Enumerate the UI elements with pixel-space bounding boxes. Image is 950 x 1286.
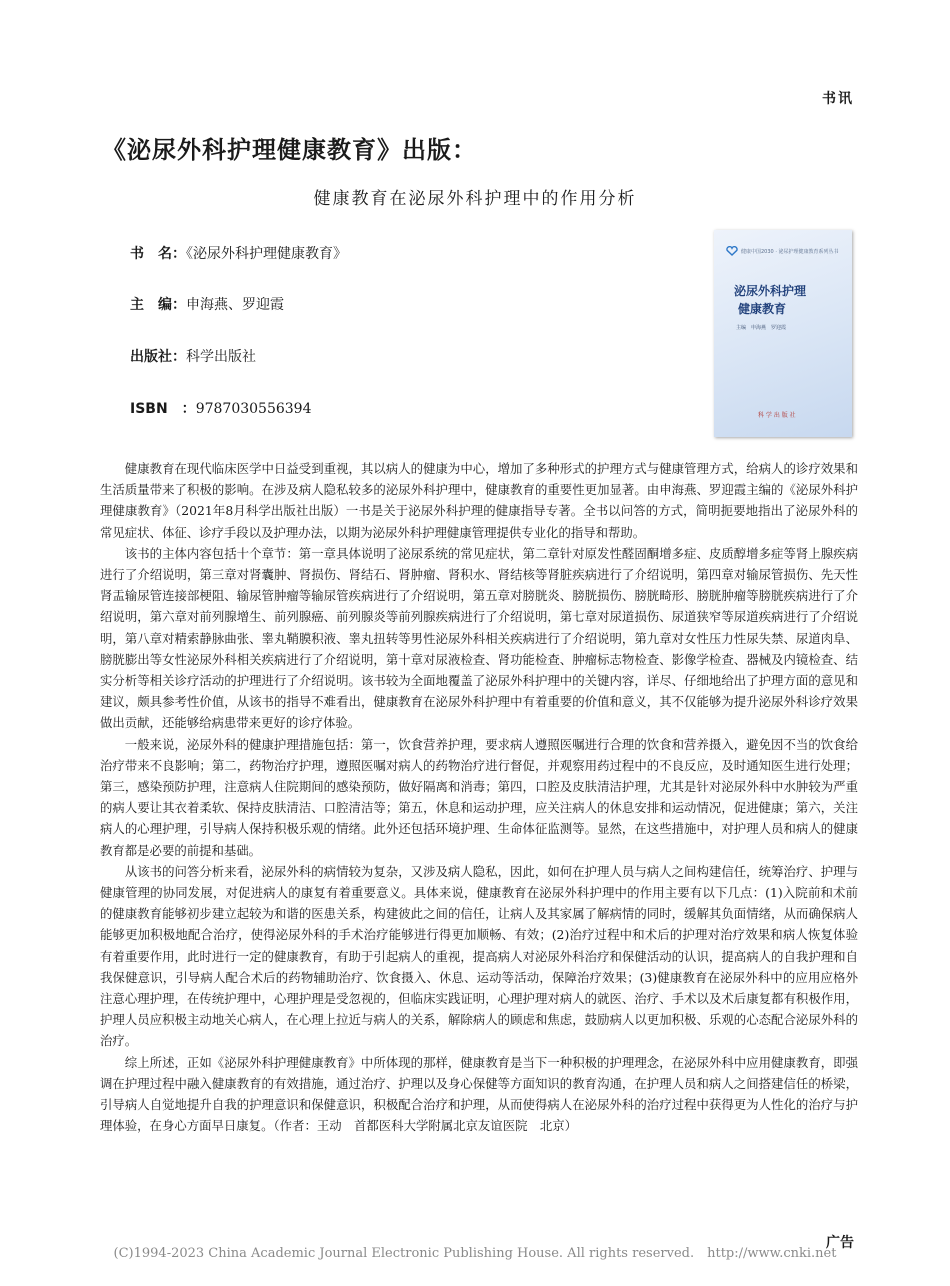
book-name-value: 《泌尿外科护理健康教育》 — [186, 246, 347, 262]
cover-series-text: 健康中国2030 · 泌尿护理健康教育系列丛书 — [741, 248, 839, 255]
paragraph-4: 从该书的问答分析来看，泌尿外科的病情较为复杂，又涉及病人隐私，因此，如何在护理人员与病人之间构建信任，统筹治疗、护理与健康管理的协同发展，对促进病人的康复有着重要意义。具体来说，健康教育在泌尿外科护理中的作用主要有以下几点：(1)入院前和术前的健康教育能够初步建立起较为和谐的医患关系，构建彼此之间的信任，让病人及其家属了解病情的同时，缓解其负面情绪，从而确保病人能够更加积极地配合治疗，使得泌尿外科的手术治疗能够进行得更加顺畅、有效；(2)治疗过程中和术后的护理对治疗效果和病人恢复体验有着重要作用，此时进行一定的健康教育，有助于引起病人的重视，提高病人对泌尿外科治疗和保健活动的认识，提高病人的自我护理和自我保健意识，引导病人配合术后的药物辅助治疗、饮食摄入、休息、运动等活动，保障治疗效果；(3)健康教育在泌尿外科中的应用应格外注意心理护理，在传统护理中，心理护理是受忽视的，但临床实践证明，心理护理对病人的就医、治疗、手术以及术后康复都有积极作用，护理人员应积极主动地关心病人，在心理上拉近与病人的关系，解除病人的顾虑和焦虑，鼓励病人以更加积极、乐观的心态配合泌尿外科的治疗。 — [100, 863, 858, 1049]
paragraph-2: 该书的主体内容包括十个章节：第一章具体说明了泌尿系统的常见症状，第二章针对原发性醛固酮增多症、皮质醇增多症等肾上腺疾病进行了介绍说明，第三章对肾囊肿、肾损伤、肾结石、肾肿瘤、肾积水、肾结核等肾脏疾病进行了介绍说明，第四章对输尿管损伤、先天性肾盂输尿管连接部梗阻、输尿管肿瘤等输尿管疾病进行了介绍说明，第五章对膀胱炎、膀胱损伤、膀胱畸形、膀胱肿瘤等膀胱疾病进行了介绍说明，第六章对前列腺增生、前列腺癌、前列腺炎等前列腺疾病进行了介绍说明，第七章对尿道损伤、尿道狭窄等尿道疾病进行了介绍说明，第八章对精索静脉曲张、睾丸鞘膜积液、睾丸扭转等男性泌尿外科相关疾病进行了介绍说明，第九章对女性压力性尿失禁、尿道肉阜、膀胱膨出等女性泌尿外科相关疾病进行了介绍说明，第十章对尿液检查、肾功能检查、肿瘤标志物检查、影像学检查、器械及内镜检查、结实分析等相关诊疗活动的护理进行了介绍说明。该书较为全面地覆盖了泌尿外科护理中的关键内容，详尽、仔细地给出了护理方面的意见和建议，颇具参考性价值，从该书的指导不难看出，健康教育在泌尿外科护理中有着重要的价值和意义，其不仅能够为提升泌尿外科诊疗效果做出贡献，还能够给病患带来更好的诊疗体验。 — [100, 545, 858, 731]
heart-logo-icon — [726, 246, 738, 256]
article-title: 《泌尿外科护理健康教育》出版： — [102, 136, 477, 164]
editor-label: 主 编： — [130, 297, 186, 313]
article-body — [100, 458, 858, 1137]
isbn-value: 9787030556394 — [195, 401, 312, 417]
publisher-label: 出版社： — [130, 349, 186, 365]
copyright-footer: (C)1994-2023 China Academic Journal Electronic Publishing House. All rights reserved. http://www.cnki.net — [113, 1246, 837, 1261]
editor-row — [130, 294, 284, 314]
cover-title-line1: 泌尿外科护理 — [734, 284, 807, 298]
section-label: 书讯 — [822, 91, 854, 107]
publisher-row — [130, 346, 256, 366]
cover-publisher: 科 学 出 版 社 — [758, 412, 796, 419]
paragraph-1: 健康教育在现代临床医学中日益受到重视，其以病人的健康为中心，增加了多种形式的护理方式与健康管理方式，给病人的诊疗效果和生活质量带来了积极的影响。在涉及病人隐私较多的泌尿外科护理中，健康教育的重要性更加显著。由申海燕、罗迎霞主编的《泌尿外科护理健康教育》（2021年8月科学出版社出版）一书是关于泌尿外科护理的健康指导专著。全书以问答的方式，简明扼要地指出了泌尿外科的常见症状、体征、诊疗手段以及护理办法，以期为泌尿外科护理健康管理提供专业化的指导和帮助。 — [100, 461, 858, 540]
book-cover-image — [714, 230, 852, 437]
editor-value: 申海燕、罗迎霞 — [186, 297, 284, 313]
book-name-label: 书 名： — [130, 246, 186, 262]
isbn-row — [130, 398, 311, 418]
paragraph-5: 综上所述，正如《泌尿外科护理健康教育》中所体现的那样，健康教育是当下一种积极的护理理念，在泌尿外科中应用健康教育，即强调在护理过程中融入健康教育的有效措施，通过治疗、护理以及身心保健等方面知识的教育沟通，在护理人员和病人之间搭建信任的桥梁，引导病人自觉地提升自我的护理意识和保健意识，积极配合治疗和护理，从而使得病人在泌尿外科的治疗过程中获得更为人性化的治疗与护理体验，在身心方面早日康复。（作者：王动 首都医科大学附属北京友谊医院 北京） — [100, 1054, 858, 1134]
ad-label: 广告 — [826, 1235, 854, 1251]
publisher-value: 科学出版社 — [186, 349, 256, 365]
article-subtitle: 健康教育在泌尿外科护理中的作用分析 — [313, 189, 637, 209]
isbn-label: ISBN ： — [130, 401, 196, 417]
paragraph-3: 一般来说，泌尿外科的健康护理措施包括：第一，饮食营养护理，要求病人遵照医嘱进行合理的饮食和营养摄入，避免因不当的饮食给治疗带来不良影响；第二，药物治疗护理，遵照医嘱对病人的药物治疗进行督促，并观察用药过程中的不良反应，及时通知医生进行处理；第三，感染预防护理，注意病人住院期间的感染预防，做好隔离和消毒；第四，口腔及皮肤清洁护理，尤其是针对泌尿外科中水肿较为严重的病人要让其衣着柔软、保持皮肤清洁、口腔清洁等；第五，休息和运动护理，应关注病人的休息安排和运动情况，促进健康；第六，关注病人的心理护理，引导病人保持积极乐观的情绪。此外还包括环境护理、生命体征监测等。显然，在这些措施中，对护理人员和病人的健康教育都是必要的前提和基础。 — [100, 736, 858, 858]
cover-series-row — [726, 246, 839, 256]
book-name-row — [130, 243, 347, 263]
cover-editors: 主编 申海燕 罗迎霞 — [736, 325, 787, 331]
cover-title-line2: 健康教育 — [738, 302, 787, 316]
